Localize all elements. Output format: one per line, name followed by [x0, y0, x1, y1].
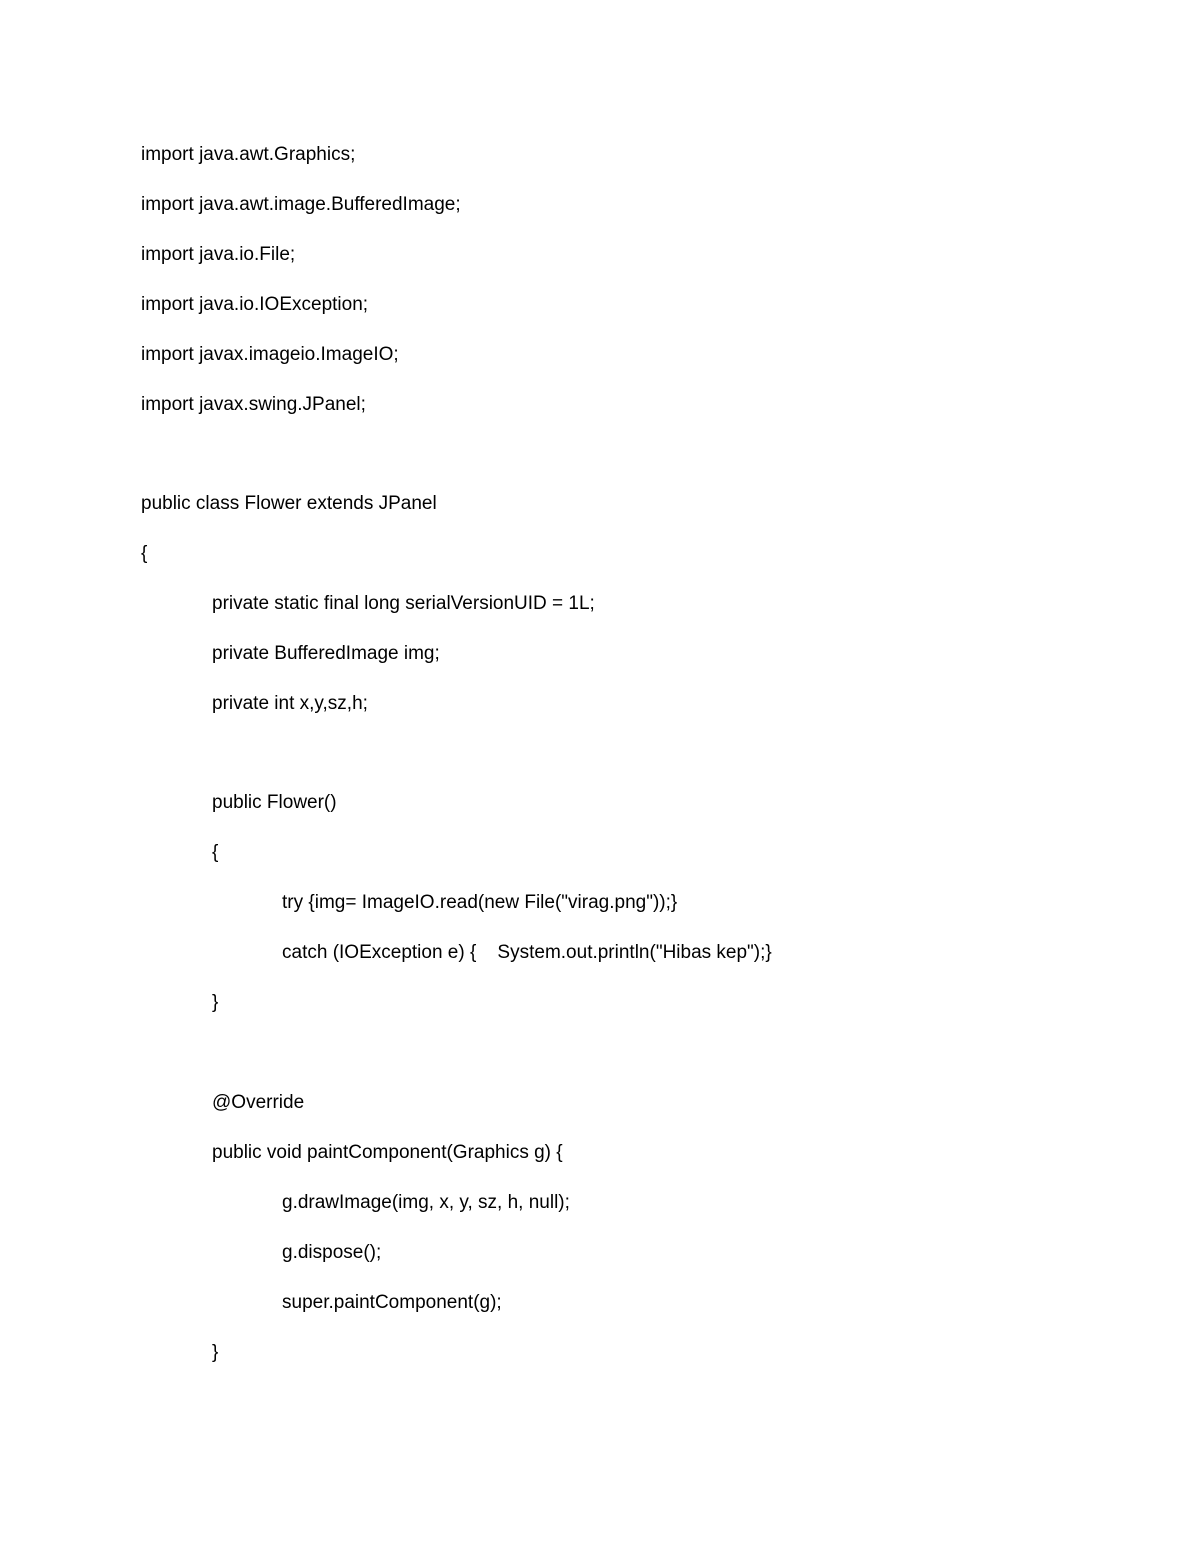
- code-line-import-ioexception: import java.io.IOException;: [141, 294, 369, 315]
- code-line-import-imageio: import javax.imageio.ImageIO;: [141, 344, 399, 365]
- code-line-paintcomponent: public void paintComponent(Graphics g) {: [212, 1142, 563, 1163]
- code-line-import-bufferedimage: import java.awt.image.BufferedImage;: [141, 194, 461, 215]
- code-line-import-jpanel: import javax.swing.JPanel;: [141, 394, 366, 415]
- code-line-class-declaration: public class Flower extends JPanel: [141, 493, 437, 514]
- code-line-try: try {img= ImageIO.read(new File("virag.png"));}: [282, 892, 678, 913]
- code-line-method-close-brace: }: [212, 1342, 219, 1363]
- code-line-dispose: g.dispose();: [282, 1242, 382, 1263]
- code-line-override-annotation: @Override: [212, 1092, 305, 1113]
- code-line-field-img: private BufferedImage img;: [212, 643, 440, 664]
- code-line-class-open-brace: {: [141, 543, 148, 564]
- code-line-constructor: public Flower(): [212, 792, 337, 813]
- code-line-serialversionuid: private static final long serialVersionUID = 1L;: [212, 593, 595, 614]
- code-line-catch: catch (IOException e) { System.out.println("Hibas kep");}: [282, 942, 772, 963]
- code-line-field-ints: private int x,y,sz,h;: [212, 693, 368, 714]
- code-line-super-paintcomponent: super.paintComponent(g);: [282, 1292, 502, 1313]
- code-line-drawimage: g.drawImage(img, x, y, sz, h, null);: [282, 1192, 570, 1213]
- code-line-import-file: import java.io.File;: [141, 244, 296, 265]
- code-line-import-graphics: import java.awt.Graphics;: [141, 144, 356, 165]
- code-line-constructor-open-brace: {: [212, 842, 219, 863]
- code-line-constructor-close-brace: }: [212, 992, 219, 1013]
